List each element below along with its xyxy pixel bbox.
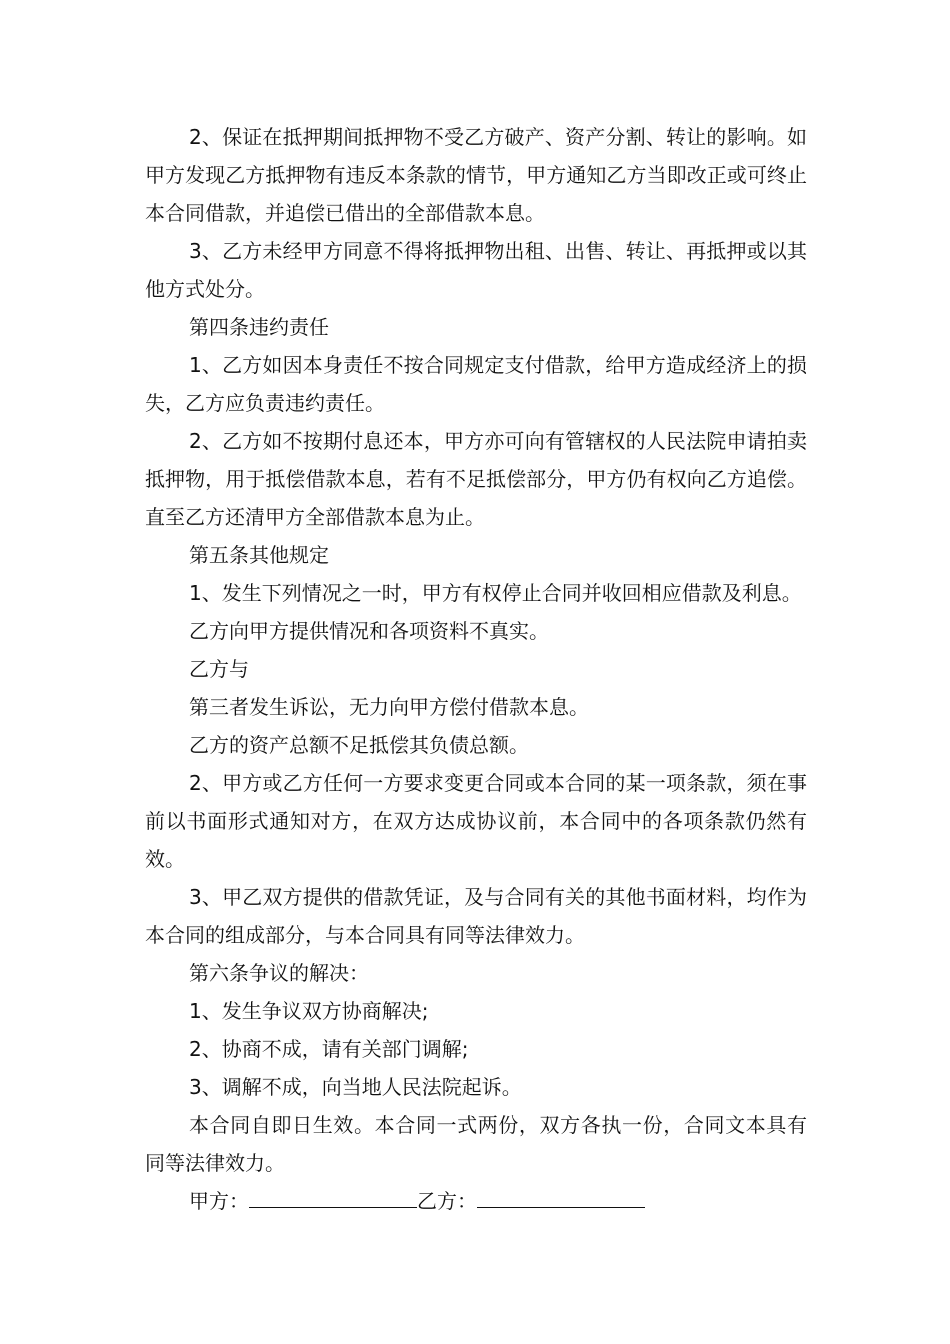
section-heading-article-4: 第四条违约责任 (189, 315, 329, 339)
paragraph-article-6-item-1: 1、发生争议双方协商解决; (189, 999, 429, 1023)
paragraph-article-4-item-2: 2、乙方如不按期付息还本，甲方亦可向有管辖权的人民法院申请拍卖抵押物，用于抵偿借款本息，若有不足抵偿部分，甲方仍有权向乙方追偿。直至乙方还清甲方全部借款本息为止。 (145, 429, 807, 529)
paragraph-condition-b-start: 乙方与 (189, 657, 249, 681)
paragraph-condition-c: 乙方的资产总额不足抵偿其负债总额。 (189, 733, 529, 757)
paragraph-article-5-item-2: 2、甲方或乙方任何一方要求变更合同或本合同的某一项条款，须在事前以书面形式通知对方，在双方达成协议前，本合同中的各项条款仍然有效。 (145, 771, 807, 871)
party-b-label: 乙方： (417, 1189, 477, 1213)
paragraph-clause-3: 3、乙方未经甲方同意不得将抵押物出租、出售、转让、再抵押或以其他方式处分。 (145, 239, 807, 301)
paragraph-article-5-item-3: 3、甲乙双方提供的借款凭证，及与合同有关的其他书面材料，均作为本合同的组成部分，与本合同具有同等法律效力。 (145, 885, 807, 947)
section-heading-article-5: 第五条其他规定 (189, 543, 329, 567)
paragraph-article-6-item-2: 2、协商不成，请有关部门调解; (189, 1037, 469, 1061)
signature-line (145, 1182, 807, 1220)
party-a-signature-blank[interactable] (249, 1185, 417, 1208)
party-a-label: 甲方： (189, 1189, 249, 1213)
document-page (145, 118, 807, 1220)
paragraph-clause-2: 2、保证在抵押期间抵押物不受乙方破产、资产分割、转让的影响。如甲方发现乙方抵押物有违反本条款的情节，甲方通知乙方当即改正或可终止本合同借款，并追偿已借出的全部借款本息。 (145, 125, 807, 225)
paragraph-condition-b-end: 第三者发生诉讼，无力向甲方偿付借款本息。 (189, 695, 589, 719)
party-b-signature-blank[interactable] (477, 1185, 645, 1208)
paragraph-article-6-item-3: 3、调解不成，向当地人民法院起诉。 (189, 1075, 522, 1099)
section-heading-article-6: 第六条争议的解决： (189, 961, 369, 985)
paragraph-article-5-item-1: 1、发生下列情况之一时，甲方有权停止合同并收回相应借款及利息。 (189, 581, 802, 605)
paragraph-effective-clause: 本合同自即日生效。本合同一式两份，双方各执一份，合同文本具有同等法律效力。 (145, 1113, 807, 1175)
paragraph-article-4-item-1: 1、乙方如因本身责任不按合同规定支付借款，给甲方造成经济上的损失，乙方应负责违约责任。 (145, 353, 807, 415)
paragraph-condition-a: 乙方向甲方提供情况和各项资料不真实。 (189, 619, 549, 643)
